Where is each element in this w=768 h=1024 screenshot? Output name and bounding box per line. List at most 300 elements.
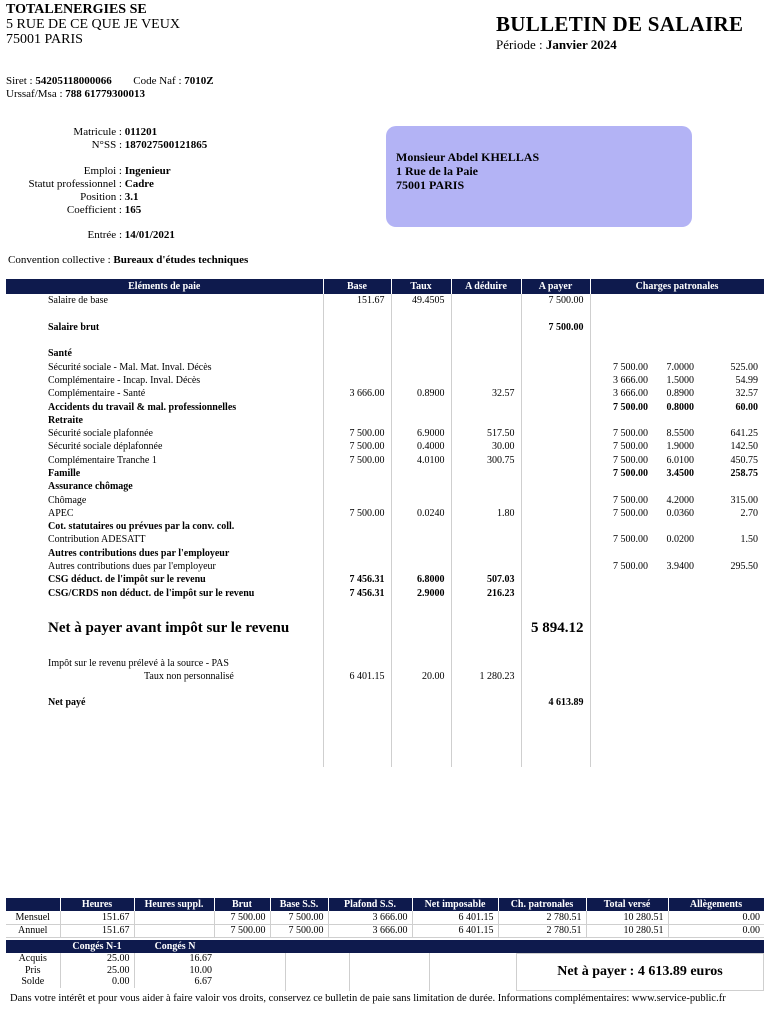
leave-header-band (216, 940, 764, 953)
pay-row-value: 7 500.00 (590, 507, 654, 520)
totals-row (6, 911, 764, 924)
leave-row-label: Acquis (18, 953, 47, 965)
pay-row-value (451, 547, 521, 560)
urssaf-label: Urssaf/Msa : (6, 88, 63, 100)
pay-row-label: Net à payer avant impôt sur le revenu (48, 619, 290, 636)
pay-row (6, 360, 764, 373)
totals-cell: 7 500.00 (270, 924, 328, 937)
pay-row-value (323, 696, 391, 709)
header-taux: Taux (391, 279, 451, 294)
pay-row-value (521, 656, 590, 669)
totals-cell: 151.67 (60, 924, 134, 937)
pay-row (6, 467, 764, 480)
totals-header-cell: Plafond S.S. (328, 898, 412, 911)
pay-row-value (700, 307, 764, 320)
totals-header-cell: Total versé (586, 898, 668, 911)
pay-row-value (521, 560, 590, 573)
pay-row (6, 334, 764, 347)
pay-row-value (451, 560, 521, 573)
leave-table (6, 940, 216, 988)
pay-row-value: 2.70 (740, 507, 759, 519)
pay-row-value (521, 600, 590, 613)
pay-row-value: 7.0000 (666, 361, 694, 373)
pay-row-value: 30.00 (451, 440, 521, 453)
totals-header-cell: Allègements (668, 898, 764, 911)
pay-row-value (391, 334, 451, 347)
pay-row-value (323, 360, 391, 373)
pay-row-value: 151.67 (323, 294, 391, 307)
pay-row-value (451, 533, 521, 546)
pay-row-value: 0.0200 (666, 534, 694, 546)
pay-row-value (590, 547, 654, 560)
position-row (6, 191, 139, 203)
pay-row-value: 7 456.31 (323, 587, 391, 600)
pay-row-value (391, 520, 451, 533)
header-charges-patronales: Charges patronales (590, 279, 764, 294)
pay-row-value (391, 493, 451, 506)
pay-row-value (521, 400, 590, 413)
pay-row-value (451, 307, 521, 320)
pay-row-value (700, 520, 764, 533)
matricule-label: Matricule : (73, 126, 122, 138)
employer-address-line2: 75001 PARIS (6, 32, 83, 47)
pay-row-value (654, 696, 700, 709)
pay-row-value: 6.0100 (666, 454, 694, 466)
recipient-name: Monsieur Abdel KHELLAS (396, 150, 540, 164)
pay-row-label: Complémentaire Tranche 1 (48, 454, 157, 466)
pay-row-value: 3 666.00 (590, 374, 654, 387)
totals-row-label: Mensuel (6, 911, 60, 924)
pay-row-value: 142.50 (730, 441, 759, 453)
entree-value: 14/01/2021 (124, 229, 175, 241)
pay-row-value (391, 696, 451, 709)
pay-row-label: Santé (48, 348, 72, 360)
pay-row-value (451, 360, 521, 373)
pay-row-value (654, 656, 700, 669)
pay-row-value: 6.8000 (391, 573, 451, 586)
footer-note: Dans votre intérêt et pour vous aider à faire valoir vos droits, conservez ce bulletin de paie sans limitation de durée. Informations complémentaires: www.service-public.fr (10, 993, 726, 1004)
pay-row-value (700, 480, 764, 493)
totals-cell: 0.00 (668, 911, 764, 924)
pay-row (6, 547, 764, 560)
pay-row-value (521, 307, 590, 320)
pay-row-value (451, 480, 521, 493)
pay-row-value (654, 294, 700, 307)
pay-row (6, 414, 764, 427)
pay-row (6, 533, 764, 546)
totals-header-cell: Heures (60, 898, 134, 911)
pay-row-value (654, 547, 700, 560)
naf-value: 7010Z (184, 75, 214, 87)
pay-row (6, 656, 764, 669)
pay-row-value: 7 500.00 (590, 493, 654, 506)
pay-row-value (323, 321, 391, 334)
pay-row-value (521, 643, 590, 656)
pay-row-value (323, 600, 391, 613)
pay-row-value (451, 613, 521, 643)
recipient-city: 75001 PARIS (396, 178, 465, 192)
pay-row-value: 315.00 (730, 494, 759, 506)
pay-row-value (700, 321, 764, 334)
pay-row-label: Impôt sur le revenu prélevé à la source - PAS (48, 657, 229, 669)
pay-row-value: 6.9000 (391, 427, 451, 440)
totals-table (6, 898, 765, 938)
pay-row-value (391, 533, 451, 546)
pay-row-value: 7 500.00 (521, 294, 590, 307)
pay-row-value: 295.50 (730, 561, 759, 573)
pay-row-value (590, 600, 654, 613)
totals-header (6, 898, 764, 911)
header-base: Base (323, 279, 391, 294)
pay-row (6, 493, 764, 506)
pay-row-value (451, 374, 521, 387)
pay-row-value (700, 587, 764, 600)
pay-row-value (323, 480, 391, 493)
pay-row-value (391, 374, 451, 387)
pay-row-label: Retraite (48, 414, 83, 426)
totals-cell: 0.00 (668, 924, 764, 937)
pay-row-value: 0.4000 (391, 440, 451, 453)
pay-row-value (391, 480, 451, 493)
urssaf-value: 788 61779300013 (65, 88, 146, 100)
pay-row-value: 0.0360 (666, 507, 694, 519)
pay-row (6, 520, 764, 533)
pay-row-value (654, 347, 700, 360)
matricule-value: 011201 (124, 126, 158, 138)
pay-row-label: Sécurité sociale plafonnée (48, 428, 153, 440)
pay-row-value (391, 321, 451, 334)
pay-row-value: 517.50 (451, 427, 521, 440)
pay-row-value (323, 307, 391, 320)
leave-cell: 16.67 (134, 953, 216, 965)
pay-row-value (323, 347, 391, 360)
totals-cell: 7 500.00 (214, 911, 270, 924)
pay-row-value (323, 547, 391, 560)
leave-body (6, 953, 216, 988)
pay-row-value: 7 500.00 (323, 427, 391, 440)
coefficient-row (6, 204, 141, 216)
pay-row-value (451, 643, 521, 656)
pay-row-value (700, 414, 764, 427)
pay-row-label: Sécurité sociale déplafonnée (48, 441, 163, 453)
pay-row (6, 683, 764, 696)
pay-row-value (391, 656, 451, 669)
convention-value: Bureaux d'études techniques (113, 254, 249, 266)
pay-row-value (590, 656, 654, 669)
totals-cell: 3 666.00 (328, 911, 412, 924)
pay-row-value (323, 400, 391, 413)
pay-row-value: 4 613.89 (521, 696, 590, 709)
coefficient-label: Coefficient : (66, 204, 122, 216)
pay-row-value (700, 696, 764, 709)
pay-row-value: 2.9000 (391, 587, 451, 600)
pay-row-label (6, 683, 323, 696)
pay-row-value (590, 334, 654, 347)
pay-row-value (590, 480, 654, 493)
pay-row-value: 5 894.12 (521, 613, 590, 643)
pay-row-value (451, 321, 521, 334)
pay-row-value: 4.2000 (666, 494, 694, 506)
pay-row-value (323, 613, 391, 643)
pay-row-label: Autres contributions dues par l'employeur (48, 561, 216, 573)
pay-row-value (451, 600, 521, 613)
pay-row-value: 3 666.00 (323, 387, 391, 400)
pay-row-value (590, 613, 654, 643)
pay-row-value (590, 573, 654, 586)
pay-row-value (700, 683, 764, 696)
pay-row-value (654, 613, 700, 643)
pay-row-value (590, 347, 654, 360)
totals-cell: 3 666.00 (328, 924, 412, 937)
pay-row-label: Sécurité sociale - Mal. Mat. Inval. Décès (48, 361, 212, 373)
pay-row-value (654, 334, 700, 347)
totals-header-cell: Brut (214, 898, 270, 911)
pay-row-value (700, 573, 764, 586)
pay-row-value (451, 467, 521, 480)
pay-row (6, 307, 764, 320)
pay-row-value (521, 427, 590, 440)
pay-row-value (590, 414, 654, 427)
pay-row-label: Salaire de base (48, 295, 108, 307)
pay-row-value (451, 493, 521, 506)
pay-row-value: 1.80 (451, 507, 521, 520)
pay-row-value (590, 683, 654, 696)
leave-cell: 6.67 (134, 976, 216, 988)
pay-row-value: 3 666.00 (590, 387, 654, 400)
pay-row-value: 525.00 (730, 361, 759, 373)
pay-row-value (521, 507, 590, 520)
pay-row-value (323, 493, 391, 506)
document-title: BULLETIN DE SALAIRE (496, 12, 744, 36)
pay-row-value: 32.57 (735, 388, 759, 400)
period-label: Période : (496, 37, 543, 52)
emploi-value: Ingenieur (124, 165, 171, 177)
pay-row (6, 454, 764, 467)
pay-row-value (391, 560, 451, 573)
leave-row (6, 965, 216, 977)
totals-cell: 2 780.51 (498, 924, 586, 937)
statut-label: Statut professionnel : (28, 178, 122, 190)
pay-row-value (700, 613, 764, 643)
totals-header-cell (6, 898, 60, 911)
pay-row-value (590, 670, 654, 683)
totals-header-cell: Net imposable (412, 898, 498, 911)
pay-row-value (654, 573, 700, 586)
pay-row-value (391, 414, 451, 427)
pay-row-value (323, 656, 391, 669)
leave-header-cell: Congés N (154, 941, 196, 952)
pay-row-value (654, 600, 700, 613)
employer-address-line1: 5 RUE DE CE QUE JE VEUX (6, 17, 180, 32)
pay-row-value (590, 294, 654, 307)
pay-row-value: 6 401.15 (323, 670, 391, 683)
pay-row-value: 641.25 (730, 428, 759, 440)
pay-row-value: 7 500.00 (521, 321, 590, 334)
pay-row-value (391, 467, 451, 480)
pay-row-value: 0.8000 (666, 401, 694, 413)
pay-row-value (521, 454, 590, 467)
pay-row-value (521, 547, 590, 560)
pay-row-value: 450.75 (730, 454, 759, 466)
pay-row-value (700, 347, 764, 360)
siret-value: 54205118000066 (35, 75, 112, 87)
pay-row-value: 7 500.00 (323, 507, 391, 520)
pay-row-value: 7 500.00 (590, 360, 654, 373)
pay-row-value (700, 643, 764, 656)
pay-row-value (451, 334, 521, 347)
totals-header-cell: Heures suppl. (134, 898, 214, 911)
pay-row-value: 507.03 (451, 573, 521, 586)
pay-row-value (700, 547, 764, 560)
pay-row-value (323, 334, 391, 347)
totals-cell: 6 401.15 (412, 924, 498, 937)
pay-row-value (521, 520, 590, 533)
pay-row-value (451, 696, 521, 709)
pay-row-value: 3.4500 (666, 468, 694, 479)
pay-row-value: 7 500.00 (590, 454, 654, 467)
pay-table-header (6, 279, 764, 294)
pay-row-value: 7 456.31 (323, 573, 391, 586)
pay-row (6, 613, 764, 643)
pay-row (6, 374, 764, 387)
pay-row-value (521, 670, 590, 683)
entree-label: Entrée : (87, 229, 122, 241)
pay-row-value: 258.75 (730, 468, 759, 479)
net-to-pay-final: Net à payer : 4 613.89 euros (557, 964, 723, 979)
urssaf-line (6, 88, 145, 100)
totals-cell (134, 924, 214, 937)
pay-row-value: 7 500.00 (323, 454, 391, 467)
pay-period (496, 37, 617, 53)
leave-cell: 25.00 (60, 953, 134, 965)
pay-row-value (521, 374, 590, 387)
pay-row-value: 7 500.00 (590, 400, 654, 413)
pay-row-value (521, 360, 590, 373)
pay-row-value (451, 400, 521, 413)
pay-row-value (521, 440, 590, 453)
pay-row-value (590, 520, 654, 533)
pay-row-label: Net payé (48, 697, 86, 709)
pay-row-value (654, 480, 700, 493)
pay-row-value (521, 493, 590, 506)
pay-row-label: Autres contributions dues par l'employeur (48, 547, 230, 559)
nss-label: N°SS : (91, 139, 122, 151)
nss-value: 187027500121865 (124, 139, 208, 151)
pay-row (6, 400, 764, 413)
totals-cell: 7 500.00 (270, 911, 328, 924)
pay-row-value (590, 696, 654, 709)
leave-row (6, 953, 216, 965)
pay-row-value: 300.75 (451, 454, 521, 467)
pay-row-value (391, 400, 451, 413)
pay-row-value (700, 656, 764, 669)
pay-row-label: CSG/CRDS non déduct. de l'impôt sur le revenu (48, 587, 255, 599)
totals-row-label: Annuel (6, 924, 60, 937)
pay-row-value: 4.0100 (391, 454, 451, 467)
pay-row (6, 560, 764, 573)
pay-row-value: 1 280.23 (451, 670, 521, 683)
pay-row-value (590, 307, 654, 320)
pay-row-value (323, 467, 391, 480)
pay-row (6, 440, 764, 453)
pay-row-value: 7 500.00 (590, 440, 654, 453)
totals-header-cell: Ch. patronales (498, 898, 586, 911)
pay-row-value (521, 347, 590, 360)
pay-row-label: Contribution ADESATT (48, 534, 146, 546)
pay-row-value: 1.5000 (666, 374, 694, 386)
pay-row-label: Chômage (48, 494, 87, 506)
pay-row-value (391, 683, 451, 696)
pay-row-value (700, 670, 764, 683)
pay-row-value (391, 307, 451, 320)
employer-name: TOTALENERGIES SE (6, 2, 147, 17)
leave-row-label: Solde (21, 976, 45, 988)
pay-row-value: 60.00 (735, 401, 759, 413)
pay-row-label: CSG déduct. de l'impôt sur le revenu (48, 574, 206, 586)
header-a-payer: A payer (521, 279, 590, 294)
pay-row-value (521, 414, 590, 427)
pay-row (6, 387, 764, 400)
pay-row (6, 696, 764, 709)
pay-row-value (521, 467, 590, 480)
pay-row-value (323, 533, 391, 546)
pay-row-value (391, 643, 451, 656)
pay-row-value (391, 347, 451, 360)
pay-row-value (590, 643, 654, 656)
pay-row-value (451, 683, 521, 696)
pay-row (6, 670, 764, 683)
pay-row-value (391, 360, 451, 373)
pay-row-value (654, 643, 700, 656)
pay-row-value (654, 414, 700, 427)
pay-table-filler (6, 710, 764, 767)
leave-header-cell (6, 940, 60, 953)
leave-row (6, 976, 216, 988)
totals-cell: 6 401.15 (412, 911, 498, 924)
totals-cell: 10 280.51 (586, 924, 668, 937)
pay-row-label: Famille (48, 468, 81, 479)
pay-row-value (521, 683, 590, 696)
pay-row-value (323, 414, 391, 427)
recipient-address-box (386, 126, 692, 227)
pay-row-value: 7 500.00 (323, 440, 391, 453)
pay-row-value (521, 480, 590, 493)
pay-row (6, 587, 764, 600)
pay-row-value (590, 321, 654, 334)
pay-row-value (451, 656, 521, 669)
pay-row-value (654, 307, 700, 320)
pay-row-value (654, 520, 700, 533)
pay-row-label (6, 307, 323, 320)
pay-row-label: Complémentaire - Incap. Inval. Décès (48, 374, 201, 386)
totals-body (6, 911, 764, 937)
pay-row-value (323, 560, 391, 573)
pay-row-value: 32.57 (451, 387, 521, 400)
nss-row (6, 139, 207, 151)
pay-row-value (521, 533, 590, 546)
pay-row-value (654, 683, 700, 696)
statut-value: Cadre (124, 178, 154, 190)
pay-row-value: 7 500.00 (590, 533, 654, 546)
position-value: 3.1 (124, 191, 139, 203)
pay-row-value (323, 683, 391, 696)
totals-cell: 2 780.51 (498, 911, 586, 924)
pay-row-value (590, 587, 654, 600)
pay-row-value: 54.99 (735, 374, 759, 386)
pay-row-value (700, 600, 764, 613)
pay-row-value (451, 294, 521, 307)
pay-row-value: 0.0240 (391, 507, 451, 520)
